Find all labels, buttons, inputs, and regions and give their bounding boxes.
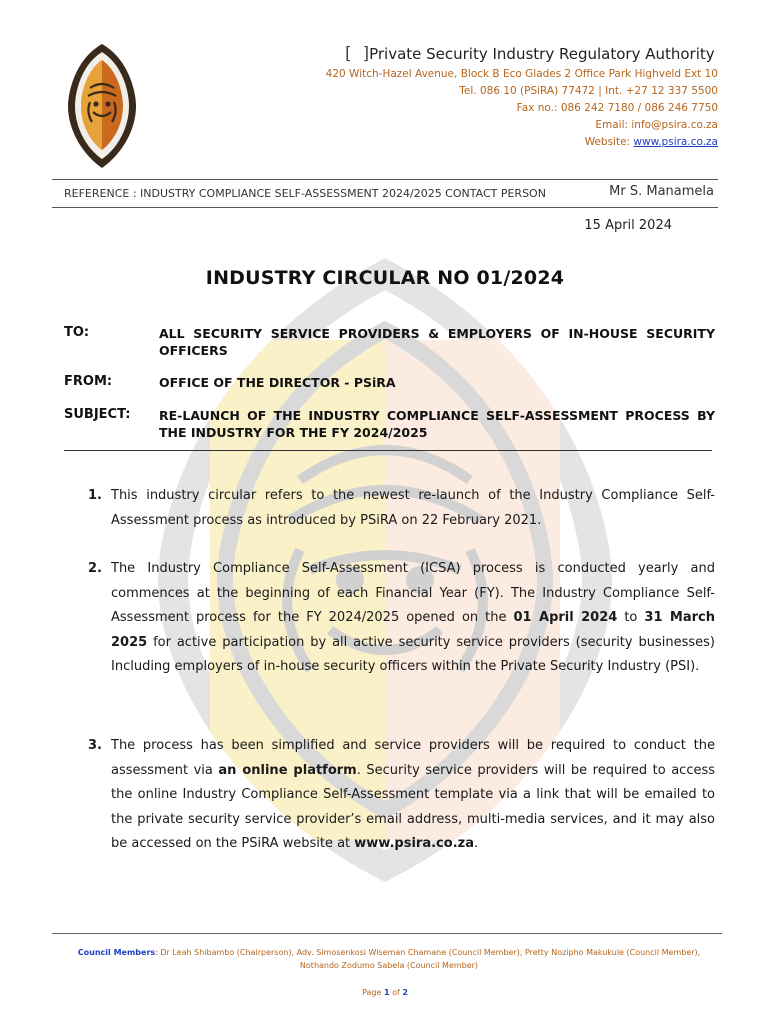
paragraph-text: The Industry Compliance Self-Assessment (ICSA) process is conducted yearly and commences at the beginning of each Financial Year (FY). The Industry Compliance Self-Assessment process for the FY 2024/2025 opened on the 01 April 2024 to 31 March 2025 for active participation by all active security service providers (security businesses) Including employers of in-house security officers within the Private Security Industry (PSI). (111, 561, 715, 674)
psira-logo (66, 42, 138, 170)
subject-divider (64, 450, 712, 451)
subject-label: SUBJECT: (64, 407, 131, 422)
footer-divider (52, 933, 722, 934)
header-address: 420 Witch-Hazel Avenue, Block B Eco Glades 2 Office Park Highveld Ext 10 (325, 68, 718, 80)
end-date: 31 March 2025 (111, 610, 715, 650)
header-tel: Tel. 086 10 (PSiRA) 77472 | Int. +27 12 337 5500 (459, 85, 718, 97)
org-name-heading: [ ]Private Security Industry Regulatory Authority (345, 44, 715, 64)
header-website: Website: www.psira.co.za (584, 136, 718, 148)
paragraph-2 (88, 557, 715, 680)
circular-date: 15 April 2024 (584, 218, 672, 233)
paragraph-3 (88, 734, 715, 857)
paragraph-text: The process has been simplified and service providers will be required to conduct the assessment via an online platform. Security service providers will be required to access the online Industry Compliance Self-Assessment template via a link that will be emailed to the private security service provider’s email address, multi-media services, and it may also be accessed on the PSiRA website at www.psira.co.za. (111, 738, 716, 851)
paragraph-text: This industry circular refers to the newest re-launch of the Industry Compliance Self-Assessment process as introduced by PSiRA on 22 February 2021. (111, 488, 715, 528)
contact-person: Mr S. Manamela (609, 184, 714, 199)
subject-value: RE-LAUNCH OF THE INDUSTRY COMPLIANCE SELF-ASSESSMENT PROCESS BY THE INDUSTRY FOR THE FY 2024/2025 (159, 408, 715, 440)
reference-bar (52, 179, 718, 208)
council-members: Council Members: Dr Leah Shibambo (Chairperson), Adv. Simosenkosi Wiseman Chamane (Council Member), Pretty Nozipho Makukule (Council Member), Nothando Zodumo Sabela (Council Member) (77, 948, 701, 970)
psira-website-emphasis: www.psira.co.za (354, 836, 474, 851)
header-fax: Fax no.: 086 242 7180 / 086 246 7750 (516, 102, 718, 114)
circular-title: INDUSTRY CIRCULAR NO 01/2024 (205, 267, 565, 289)
to-label: TO: (64, 325, 90, 340)
paragraph-number: 3. (88, 738, 102, 753)
header-email: Email: info@psira.co.za (595, 119, 718, 131)
paragraph-number: 2. (88, 561, 102, 576)
online-platform-emphasis: an online platform (218, 762, 357, 778)
paragraph-number: 1. (88, 488, 102, 503)
from-label: FROM: (64, 374, 113, 389)
bracket-glyph: [ ] (345, 44, 370, 64)
start-date: 01 April 2024 (513, 610, 618, 625)
from-value: OFFICE OF THE DIRECTOR - PSiRA (159, 375, 396, 390)
website-link[interactable]: www.psira.co.za (633, 136, 718, 148)
reference-text: REFERENCE : INDUSTRY COMPLIANCE SELF-ASSESSMENT 2024/2025 CONTACT PERSON (64, 187, 546, 200)
to-value: ALL SECURITY SERVICE PROVIDERS & EMPLOYERS OF IN-HOUSE SECURITY OFFICERS (159, 326, 715, 358)
page-number: Page 1 of 2 (362, 988, 408, 997)
paragraph-1 (88, 484, 715, 533)
